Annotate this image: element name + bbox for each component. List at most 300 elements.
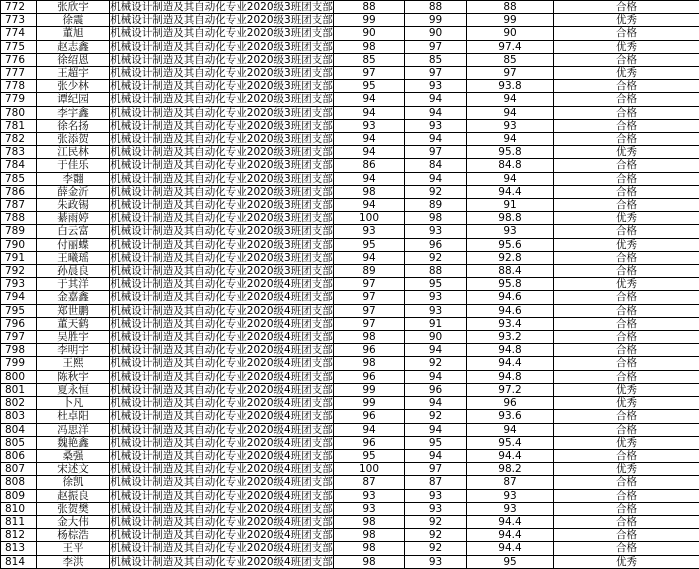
branch-cell: 机械设计制造及其自动化专业2020级3班团支部	[110, 199, 334, 212]
name-cell: 张添贺	[37, 133, 110, 146]
branch-cell: 机械设计制造及其自动化专业2020级4班团支部	[110, 502, 334, 515]
name-cell: 綦雨婷	[37, 212, 110, 225]
table-row	[1, 1, 699, 14]
score-a-cell: 96	[334, 344, 405, 357]
score-a-cell: 85	[334, 53, 405, 66]
table-row	[1, 463, 699, 476]
score-b-cell: 93	[405, 555, 467, 568]
name-cell: 王曦瑶	[37, 251, 110, 264]
branch-cell: 机械设计制造及其自动化专业2020级4班团支部	[110, 410, 334, 423]
total-score-cell: 93.6	[467, 410, 554, 423]
score-a-cell: 97	[334, 304, 405, 317]
table-row	[1, 502, 699, 515]
total-score-cell: 98.8	[467, 212, 554, 225]
table-row	[1, 476, 699, 489]
total-score-cell: 93.8	[467, 80, 554, 93]
name-cell: 于其洋	[37, 278, 110, 291]
table-row	[1, 185, 699, 198]
score-a-cell: 93	[334, 502, 405, 515]
score-b-cell: 92	[405, 515, 467, 528]
branch-cell: 机械设计制造及其自动化专业2020级4班团支部	[110, 489, 334, 502]
score-b-cell: 92	[405, 542, 467, 555]
score-a-cell: 94	[334, 146, 405, 159]
grade-cell: 合格	[554, 317, 699, 330]
score-a-cell: 95	[334, 80, 405, 93]
score-b-cell: 98	[405, 212, 467, 225]
score-a-cell: 100	[334, 463, 405, 476]
row-number-cell: 788	[1, 212, 37, 225]
total-score-cell: 94.4	[467, 542, 554, 555]
row-number-cell: 793	[1, 278, 37, 291]
branch-cell: 机械设计制造及其自动化专业2020级3班团支部	[110, 185, 334, 198]
branch-cell: 机械设计制造及其自动化专业2020级3班团支部	[110, 172, 334, 185]
score-b-cell: 94	[405, 106, 467, 119]
score-b-cell: 95	[405, 278, 467, 291]
table-row	[1, 14, 699, 27]
total-score-cell: 94.8	[467, 370, 554, 383]
score-b-cell: 88	[405, 1, 467, 14]
branch-cell: 机械设计制造及其自动化专业2020级4班团支部	[110, 515, 334, 528]
score-a-cell: 93	[334, 225, 405, 238]
total-score-cell: 90	[467, 27, 554, 40]
total-score-cell: 95.4	[467, 436, 554, 449]
table-row	[1, 383, 699, 396]
branch-cell: 机械设计制造及其自动化专业2020级3班团支部	[110, 53, 334, 66]
grade-cell: 合格	[554, 199, 699, 212]
score-b-cell: 91	[405, 317, 467, 330]
name-cell: 金嘉鑫	[37, 291, 110, 304]
score-a-cell: 98	[334, 40, 405, 53]
branch-cell: 机械设计制造及其自动化专业2020级3班团支部	[110, 238, 334, 251]
name-cell: 董天鹤	[37, 317, 110, 330]
score-b-cell: 93	[405, 225, 467, 238]
row-number-cell: 780	[1, 106, 37, 119]
branch-cell: 机械设计制造及其自动化专业2020级4班团支部	[110, 278, 334, 291]
total-score-cell: 95	[467, 555, 554, 568]
grade-cell: 合格	[554, 370, 699, 383]
table-row	[1, 53, 699, 66]
grade-cell: 合格	[554, 265, 699, 278]
score-a-cell: 98	[334, 357, 405, 370]
score-b-cell: 93	[405, 304, 467, 317]
name-cell: 白云富	[37, 225, 110, 238]
name-cell: 李翾	[37, 172, 110, 185]
table-row	[1, 304, 699, 317]
total-score-cell: 94	[467, 133, 554, 146]
table-row	[1, 251, 699, 264]
branch-cell: 机械设计制造及其自动化专业2020级3班团支部	[110, 212, 334, 225]
score-b-cell: 90	[405, 27, 467, 40]
score-a-cell: 98	[334, 515, 405, 528]
grade-cell: 合格	[554, 80, 699, 93]
total-score-cell: 99	[467, 14, 554, 27]
score-b-cell: 97	[405, 40, 467, 53]
table-row	[1, 67, 699, 80]
grade-cell: 优秀	[554, 463, 699, 476]
name-cell: 杜卓阳	[37, 410, 110, 423]
row-number-cell: 772	[1, 1, 37, 14]
total-score-cell: 98.2	[467, 463, 554, 476]
row-number-cell: 811	[1, 515, 37, 528]
branch-cell: 机械设计制造及其自动化专业2020级4班团支部	[110, 291, 334, 304]
grade-cell: 合格	[554, 159, 699, 172]
branch-cell: 机械设计制造及其自动化专业2020级3班团支部	[110, 159, 334, 172]
total-score-cell: 88	[467, 1, 554, 14]
grade-cell: 合格	[554, 529, 699, 542]
name-cell: 赵志鑫	[37, 40, 110, 53]
row-number-cell: 778	[1, 80, 37, 93]
grade-cell: 合格	[554, 331, 699, 344]
grade-cell: 优秀	[554, 397, 699, 410]
table-row	[1, 436, 699, 449]
total-score-cell: 97	[467, 67, 554, 80]
score-a-cell: 99	[334, 397, 405, 410]
score-b-cell: 96	[405, 238, 467, 251]
total-score-cell: 94.6	[467, 304, 554, 317]
table-row	[1, 291, 699, 304]
score-a-cell: 99	[334, 383, 405, 396]
branch-cell: 机械设计制造及其自动化专业2020级4班团支部	[110, 436, 334, 449]
table-row	[1, 331, 699, 344]
score-a-cell: 94	[334, 423, 405, 436]
row-number-cell: 809	[1, 489, 37, 502]
grade-cell: 优秀	[554, 40, 699, 53]
score-b-cell: 97	[405, 146, 467, 159]
score-a-cell: 99	[334, 14, 405, 27]
total-score-cell: 95.8	[467, 146, 554, 159]
score-b-cell: 92	[405, 185, 467, 198]
row-number-cell: 798	[1, 344, 37, 357]
score-b-cell: 90	[405, 331, 467, 344]
name-cell: 杨棕浩	[37, 529, 110, 542]
grade-cell: 合格	[554, 53, 699, 66]
total-score-cell: 94.4	[467, 529, 554, 542]
branch-cell: 机械设计制造及其自动化专业2020级3班团支部	[110, 106, 334, 119]
row-number-cell: 805	[1, 436, 37, 449]
score-a-cell: 98	[334, 542, 405, 555]
score-b-cell: 93	[405, 291, 467, 304]
grade-cell: 合格	[554, 27, 699, 40]
branch-cell: 机械设计制造及其自动化专业2020级3班团支部	[110, 1, 334, 14]
name-cell: 李洪	[37, 555, 110, 568]
score-a-cell: 96	[334, 370, 405, 383]
name-cell: 徐凯	[37, 476, 110, 489]
row-number-cell: 792	[1, 265, 37, 278]
grade-cell: 优秀	[554, 14, 699, 27]
score-a-cell: 95	[334, 449, 405, 462]
score-b-cell: 94	[405, 344, 467, 357]
branch-cell: 机械设计制造及其自动化专业2020级4班团支部	[110, 542, 334, 555]
row-number-cell: 773	[1, 14, 37, 27]
table-row	[1, 542, 699, 555]
branch-cell: 机械设计制造及其自动化专业2020级3班团支部	[110, 14, 334, 27]
total-score-cell: 94	[467, 423, 554, 436]
table-row	[1, 265, 699, 278]
table-row	[1, 555, 699, 568]
row-number-cell: 779	[1, 93, 37, 106]
table-row	[1, 225, 699, 238]
grade-cell: 合格	[554, 251, 699, 264]
name-cell: 李明宇	[37, 344, 110, 357]
row-number-cell: 776	[1, 53, 37, 66]
branch-cell: 机械设计制造及其自动化专业2020级4班团支部	[110, 555, 334, 568]
name-cell: 江民林	[37, 146, 110, 159]
name-cell: 徐绍恩	[37, 53, 110, 66]
score-b-cell: 94	[405, 370, 467, 383]
score-b-cell: 92	[405, 251, 467, 264]
name-cell: 于佳乐	[37, 159, 110, 172]
row-number-cell: 799	[1, 357, 37, 370]
total-score-cell: 94	[467, 93, 554, 106]
grade-cell: 优秀	[554, 555, 699, 568]
score-a-cell: 94	[334, 172, 405, 185]
name-cell: 郑世鹏	[37, 304, 110, 317]
total-score-cell: 97.4	[467, 40, 554, 53]
grade-cell: 合格	[554, 119, 699, 132]
name-cell: 李宇鑫	[37, 106, 110, 119]
table-row	[1, 344, 699, 357]
total-score-cell: 88.4	[467, 265, 554, 278]
score-b-cell: 94	[405, 172, 467, 185]
table-row	[1, 489, 699, 502]
total-score-cell: 94.4	[467, 515, 554, 528]
score-a-cell: 97	[334, 317, 405, 330]
score-b-cell: 92	[405, 529, 467, 542]
score-a-cell: 95	[334, 238, 405, 251]
score-a-cell: 93	[334, 489, 405, 502]
total-score-cell: 93	[467, 502, 554, 515]
total-score-cell: 93	[467, 119, 554, 132]
row-number-cell: 790	[1, 238, 37, 251]
row-number-cell: 783	[1, 146, 37, 159]
grade-cell: 合格	[554, 185, 699, 198]
grade-cell: 合格	[554, 423, 699, 436]
score-b-cell: 96	[405, 383, 467, 396]
total-score-cell: 94.8	[467, 344, 554, 357]
row-number-cell: 787	[1, 199, 37, 212]
name-cell: 孙晨良	[37, 265, 110, 278]
name-cell: 宋述文	[37, 463, 110, 476]
table-row	[1, 199, 699, 212]
score-a-cell: 94	[334, 106, 405, 119]
score-a-cell: 98	[334, 185, 405, 198]
grade-cell: 合格	[554, 291, 699, 304]
grade-cell: 优秀	[554, 212, 699, 225]
row-number-cell: 802	[1, 397, 37, 410]
row-number-cell: 774	[1, 27, 37, 40]
grade-cell: 合格	[554, 133, 699, 146]
score-b-cell: 93	[405, 502, 467, 515]
table-row	[1, 357, 699, 370]
table-row	[1, 423, 699, 436]
total-score-cell: 85	[467, 53, 554, 66]
table-row	[1, 529, 699, 542]
score-b-cell: 92	[405, 410, 467, 423]
grade-cell: 优秀	[554, 436, 699, 449]
total-score-cell: 87	[467, 476, 554, 489]
name-cell: 徐名扬	[37, 119, 110, 132]
branch-cell: 机械设计制造及其自动化专业2020级4班团支部	[110, 397, 334, 410]
row-number-cell: 812	[1, 529, 37, 542]
score-b-cell: 94	[405, 397, 467, 410]
grade-cell: 合格	[554, 449, 699, 462]
row-number-cell: 786	[1, 185, 37, 198]
total-score-cell: 95.6	[467, 238, 554, 251]
score-a-cell: 90	[334, 27, 405, 40]
branch-cell: 机械设计制造及其自动化专业2020级3班团支部	[110, 93, 334, 106]
name-cell: 赵振良	[37, 489, 110, 502]
grade-cell: 优秀	[554, 146, 699, 159]
score-b-cell: 94	[405, 423, 467, 436]
score-a-cell: 93	[334, 119, 405, 132]
table-row	[1, 172, 699, 185]
row-number-cell: 808	[1, 476, 37, 489]
branch-cell: 机械设计制造及其自动化专业2020级4班团支部	[110, 476, 334, 489]
table-row	[1, 159, 699, 172]
name-cell: 王熙	[37, 357, 110, 370]
table-row	[1, 106, 699, 119]
name-cell: 谭纪园	[37, 93, 110, 106]
branch-cell: 机械设计制造及其自动化专业2020级4班团支部	[110, 331, 334, 344]
score-a-cell: 98	[334, 529, 405, 542]
row-number-cell: 800	[1, 370, 37, 383]
total-score-cell: 84.8	[467, 159, 554, 172]
name-cell: 桑强	[37, 449, 110, 462]
name-cell: 付丽蝶	[37, 238, 110, 251]
row-number-cell: 801	[1, 383, 37, 396]
table-row	[1, 133, 699, 146]
grade-cell: 合格	[554, 357, 699, 370]
name-cell: 魏艳鑫	[37, 436, 110, 449]
score-b-cell: 97	[405, 463, 467, 476]
row-number-cell: 813	[1, 542, 37, 555]
grade-cell: 合格	[554, 172, 699, 185]
row-number-cell: 803	[1, 410, 37, 423]
table-row	[1, 317, 699, 330]
grade-cell: 合格	[554, 225, 699, 238]
table-row	[1, 27, 699, 40]
name-cell: 张少林	[37, 80, 110, 93]
row-number-cell: 794	[1, 291, 37, 304]
score-b-cell: 94	[405, 449, 467, 462]
branch-cell: 机械设计制造及其自动化专业2020级4班团支部	[110, 463, 334, 476]
name-cell: 徐震	[37, 14, 110, 27]
branch-cell: 机械设计制造及其自动化专业2020级4班团支部	[110, 344, 334, 357]
grade-cell: 合格	[554, 304, 699, 317]
grade-cell: 优秀	[554, 238, 699, 251]
row-number-cell: 777	[1, 67, 37, 80]
row-number-cell: 804	[1, 423, 37, 436]
score-a-cell: 98	[334, 555, 405, 568]
name-cell: 王超宇	[37, 67, 110, 80]
total-score-cell: 96	[467, 397, 554, 410]
branch-cell: 机械设计制造及其自动化专业2020级3班团支部	[110, 27, 334, 40]
grade-cell: 合格	[554, 344, 699, 357]
score-a-cell: 96	[334, 410, 405, 423]
branch-cell: 机械设计制造及其自动化专业2020级4班团支部	[110, 449, 334, 462]
table-row	[1, 93, 699, 106]
score-a-cell: 97	[334, 291, 405, 304]
score-a-cell: 87	[334, 476, 405, 489]
branch-cell: 机械设计制造及其自动化专业2020级4班团支部	[110, 304, 334, 317]
score-a-cell: 100	[334, 212, 405, 225]
table-row	[1, 146, 699, 159]
table-row	[1, 212, 699, 225]
grade-cell: 优秀	[554, 278, 699, 291]
name-cell: 王平	[37, 542, 110, 555]
name-cell: 吴胜宇	[37, 331, 110, 344]
branch-cell: 机械设计制造及其自动化专业2020级4班团支部	[110, 529, 334, 542]
grade-cell: 合格	[554, 542, 699, 555]
branch-cell: 机械设计制造及其自动化专业2020级3班团支部	[110, 146, 334, 159]
score-a-cell: 94	[334, 93, 405, 106]
row-number-cell: 785	[1, 172, 37, 185]
score-b-cell: 88	[405, 265, 467, 278]
score-a-cell: 97	[334, 278, 405, 291]
score-a-cell: 97	[334, 67, 405, 80]
score-a-cell: 94	[334, 199, 405, 212]
branch-cell: 机械设计制造及其自动化专业2020级3班团支部	[110, 119, 334, 132]
name-cell: 金大伟	[37, 515, 110, 528]
name-cell: 薛金沂	[37, 185, 110, 198]
row-number-cell: 806	[1, 449, 37, 462]
row-number-cell: 791	[1, 251, 37, 264]
total-score-cell: 93	[467, 225, 554, 238]
row-number-cell: 781	[1, 119, 37, 132]
row-number-cell: 814	[1, 555, 37, 568]
score-b-cell: 93	[405, 80, 467, 93]
branch-cell: 机械设计制造及其自动化专业2020级3班团支部	[110, 133, 334, 146]
score-a-cell: 89	[334, 265, 405, 278]
total-score-cell: 94	[467, 172, 554, 185]
row-number-cell: 810	[1, 502, 37, 515]
score-b-cell: 87	[405, 476, 467, 489]
table-row	[1, 397, 699, 410]
branch-cell: 机械设计制造及其自动化专业2020级4班团支部	[110, 383, 334, 396]
score-a-cell: 94	[334, 251, 405, 264]
grade-cell: 合格	[554, 476, 699, 489]
row-number-cell: 796	[1, 317, 37, 330]
name-cell: 夏永恒	[37, 383, 110, 396]
score-b-cell: 93	[405, 489, 467, 502]
score-a-cell: 98	[334, 331, 405, 344]
name-cell: 冯思洋	[37, 423, 110, 436]
score-b-cell: 94	[405, 93, 467, 106]
grade-cell: 合格	[554, 515, 699, 528]
grade-cell: 合格	[554, 93, 699, 106]
score-b-cell: 95	[405, 436, 467, 449]
score-b-cell: 99	[405, 14, 467, 27]
table-row	[1, 410, 699, 423]
score-table-body	[1, 1, 699, 569]
table-row	[1, 370, 699, 383]
grade-cell: 优秀	[554, 383, 699, 396]
total-score-cell: 97.2	[467, 383, 554, 396]
table-row	[1, 119, 699, 132]
branch-cell: 机械设计制造及其自动化专业2020级4班团支部	[110, 423, 334, 436]
score-b-cell: 89	[405, 199, 467, 212]
branch-cell: 机械设计制造及其自动化专业2020级3班团支部	[110, 40, 334, 53]
total-score-cell: 94.4	[467, 449, 554, 462]
total-score-cell: 93	[467, 489, 554, 502]
total-score-cell: 94.4	[467, 185, 554, 198]
row-number-cell: 775	[1, 40, 37, 53]
score-a-cell: 94	[334, 133, 405, 146]
table-row	[1, 278, 699, 291]
grade-cell: 合格	[554, 1, 699, 14]
name-cell: 朱政锡	[37, 199, 110, 212]
name-cell: 董旭	[37, 27, 110, 40]
